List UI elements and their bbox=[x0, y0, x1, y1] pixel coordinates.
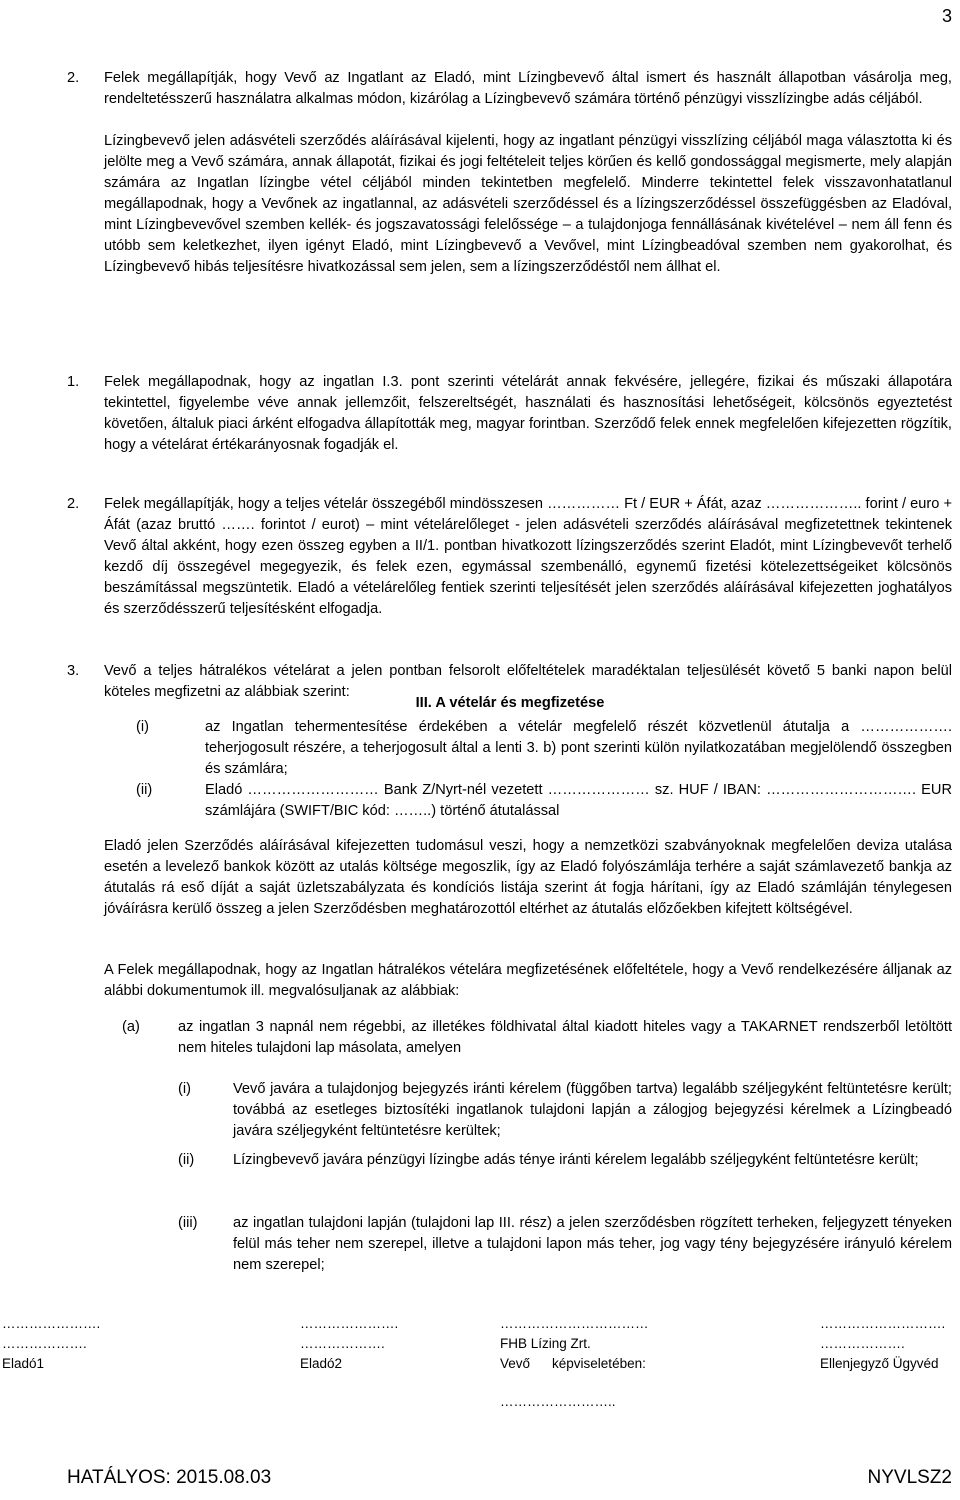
signature-line: …………………….. bbox=[500, 1394, 616, 1409]
paragraph-bank-costs: Eladó jelen Szerződés aláírásával kifejezetten tudomásul veszi, hogy a nemzetközi szabványoknak megfelelően deviza utalása esetén a levelező bankok között az utalás költsége megoszlik, így az Eladó folyószámlája terhére a saját számlavezető bankja az átutalás rá eső díját a saját üzletszabályzata és kondíciós listája szerint át fogja hárítani, így az Eladó számláján ténylegesen jóváírásra kerülő összeg a jelen Szerződésben meghatározottól eltérhet az átutalás előzőekben kifejtett költségével. bbox=[104, 838, 952, 917]
signature-lawyer bbox=[820, 1314, 945, 1374]
paragraph-sub-a: az ingatlan 3 napnál nem régebbi, az illetékes földhivatal által kiadott hiteles vagy a TAKARNET rendszerből letöltött nem hiteles tulajdoni lap másolata, amelyen bbox=[178, 1019, 952, 1056]
footer-document-code: NYVLSZ2 bbox=[867, 1467, 952, 1488]
section-heading: III. A vételár és megfizetése bbox=[415, 695, 605, 711]
signature-line: ………………. bbox=[2, 1336, 87, 1351]
item-number: 2. bbox=[67, 70, 80, 86]
signatory-label: Eladó1 bbox=[2, 1356, 45, 1371]
footer-effective-date: HATÁLYOS: 2015.08.03 bbox=[67, 1467, 272, 1488]
signature-seller1 bbox=[2, 1314, 100, 1374]
paragraph-lessee-declaration: Lízingbevevő jelen adásvételi szerződés aláírásával kijelenti, hogy az ingatlant pénzügyi visszlízing céljából maga választotta ki és jelölte meg a Vevő számára, annak állapotát, fizikai és jogi feltételeit teljes körűen és kellő gondossággal megismerte, mely alapján számára az Ingatlan lízingbe vétel céljából minden tekintetben megfelelő. Minderre tekintettel felek visszavonhatatlanul megállapodnak, hogy a Vevőnek az ingatlannal, az adásvételi szerződéssel és a lízingszerződéssel összefüggésben az Eladóval, mint Lízingbevevővel szemben kellék- és jogszavatossági felelőssége – a tulajdonjoga fennállásának kivételével – nem áll fenn és utóbb sem keletkezhet, ilyen igényt Eladó, mint Lízingbevevő a Vevővel, mint Lízingbeadóval szemben nem gyakorolhat, és Lízingbevevő hibás teljesítésre hivatkozással sem jelen, sem a lízingszerződéstől nem állhat el. bbox=[104, 133, 952, 275]
signature-line: …………………………… bbox=[500, 1316, 649, 1331]
page-number: 3 bbox=[941, 6, 952, 26]
paragraph-sub-i: az Ingatlan tehermentesítése érdekében a vételár megfelelő részét közvetlenül átutalja a ………………. teherjogosult részére, a teherjogosult által a lenti 3. b) pont szerinti külön nyilatkozatában megjelölendő összegben és számlára; bbox=[205, 719, 952, 777]
paragraph-remaining-payment: Vevő a teljes hátralékos vételárat a jelen pontban felsorolt előfeltételek maradéktalan teljesülését követő 5 banki napon belül köteles megfizetni az alábbiak szerint: bbox=[104, 663, 952, 700]
signatory-label: Ellenjegyző Ügyvéd bbox=[820, 1356, 939, 1371]
paragraph-a-iii: az ingatlan tulajdoni lapján (tulajdoni lap III. rész) a jelen szerződésben rögzített terheken, feljegyzett tényeken felül más teher nem szerepel, illetve a tulajdoni lapon más teher, jog vagy tény bejegyzésére irányuló kérelem nem szerepel; bbox=[233, 1215, 952, 1273]
paragraph-advance-payment: Felek megállapítják, hogy a teljes vételár összegéből mindösszesen …………… Ft / EUR + Áfát, azaz ……………….. forint / euro + Áfát (azaz bruttó ……. forintot / eurot) – mint vételárelőleget - jelen adásvételi szerződés aláírásával megfizetettnek tekintenek Vevő által akként, hogy ezen összeg egyben a II/1. pontban hivatkozott lízingszerződés szerint Eladót, mint Lízingbevevőt terhelő kezdő díj összegével megegyezik, és felek ezen, egymással szembenálló, egynemű fizetési kötelezettségeiket kölcsönös beszámítással megszüntetik. Eladó a vételárelőleg fentiek szerinti teljesítését jelen szerződés aláírásával kifejezetten joghatályos és szerződésszerű teljesítésként elfogadja. bbox=[104, 496, 952, 617]
signature-line: …………………. bbox=[300, 1316, 399, 1331]
signature-buyer bbox=[500, 1314, 649, 1412]
signature-line: ………………………. bbox=[820, 1316, 946, 1331]
paragraph-preconditions: A Felek megállapodnak, hogy az Ingatlan hátralékos vételára megfizetésének előfeltétele, hogy a Vevő rendelkezésére álljanak az alábbi dokumentumok ill. megvalósuljanak az alábbiak: bbox=[104, 962, 952, 999]
signatory-label: Eladó2 bbox=[300, 1356, 343, 1371]
paragraph-a-i: Vevő javára a tulajdonjog bejegyzés iránti kérelem (függőben tartva) legalább széljegyként feltüntetésre került; továbbá az esetleges biztosítéki ingatlanok tulajdoni lapján a zálogjog bejegyzési kérelmek a Lízingbeadó javára széljegyként feltüntetésre kerültek; bbox=[233, 1081, 952, 1139]
signature-line: ………………. bbox=[300, 1336, 385, 1351]
sub-label-i: (i) bbox=[136, 719, 149, 735]
item-number: 2. bbox=[67, 496, 80, 512]
paragraph-a-ii: Lízingbevevő javára pénzügyi lízingbe adás ténye iránti kérelem legalább széljegyként feltüntetésre került; bbox=[233, 1152, 919, 1168]
sub-label-a-ii: (ii) bbox=[178, 1152, 195, 1168]
sub-label-a-iii: (iii) bbox=[178, 1215, 198, 1231]
item-number: 1. bbox=[67, 374, 80, 390]
paragraph-purchase-condition: Felek megállapítják, hogy Vevő az Ingatlant az Eladó, mint Lízingbevevő által ismert és használt állapotban vásárolja meg, rendeltetésszerű használatra alkalmas módon, kizárólag a Lízingbevevő számára történő pénzügyi visszlízingbe adás céljából. bbox=[104, 70, 952, 107]
signature-line: ………………. bbox=[820, 1336, 905, 1351]
item-number: 3. bbox=[67, 663, 80, 679]
paragraph-sub-ii: Eladó ……………………… Bank Z/Nyrt-nél vezetett ………………… sz. HUF / IBAN: …………………………. EUR számlájára (SWIFT/BIC kód: ……..) történő átutalással bbox=[205, 782, 952, 819]
sub-label-a: (a) bbox=[122, 1019, 140, 1035]
signature-line: …………………. bbox=[2, 1316, 101, 1331]
sub-label-ii: (ii) bbox=[136, 782, 153, 798]
sub-label-a-i: (i) bbox=[178, 1081, 191, 1097]
company-name: FHB Lízing Zrt. bbox=[500, 1336, 591, 1351]
signature-seller2 bbox=[300, 1314, 398, 1374]
paragraph-price-agreement: Felek megállapodnak, hogy az ingatlan I.3. pont szerinti vételárát annak fekvésére, jellegére, fizikai és műszaki állapotára tekintettel, figyelembe véve annak jellemzőit, felszereltségét, használati és hasznosítási lehetőségeit, kölcsönös egyeztetést követően, általuk piaci árként elfogadva állapították meg, magyar forintban. Szerződő felek ennek megfelelően kifejezetten rögzítik, hogy a vételárat értékarányosnak fogadják el. bbox=[104, 374, 952, 453]
signatory-label: Vevő képviseletében: bbox=[500, 1356, 646, 1371]
